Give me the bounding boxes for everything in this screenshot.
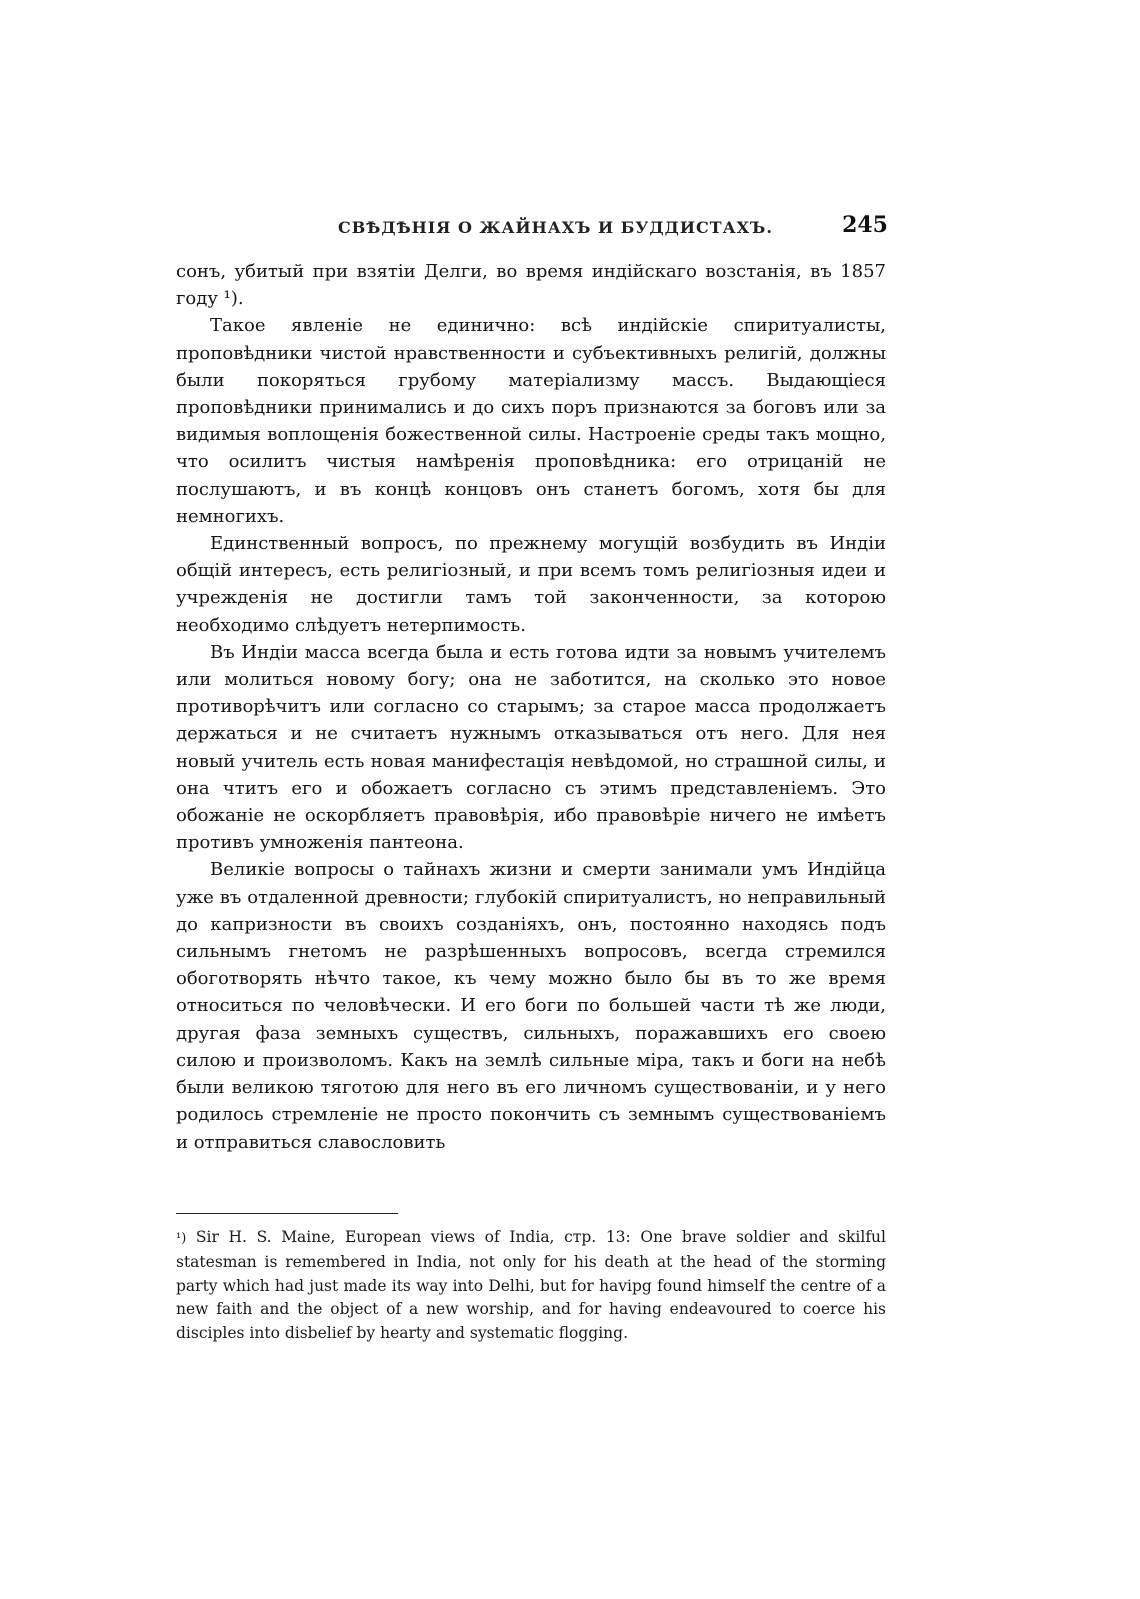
page-number: 245 bbox=[842, 212, 888, 238]
running-title: СВѢДѢНІЯ О ЖАЙНАХЪ И БУДДИСТАХЪ. bbox=[338, 218, 773, 237]
page-header bbox=[268, 212, 888, 242]
footnotes bbox=[176, 1226, 886, 1346]
footnote-marker: ¹) bbox=[176, 1231, 187, 1246]
paragraph: Великіе вопросы о тайнахъ жизни и смерти занимали умъ Индійца уже въ отдаленной древности; глубокій спиритуалистъ, но неправильный до капризности въ своихъ созданіяхъ, онъ, постоянно находясь подъ сильнымъ гнетомъ не разрѣшенныхъ вопросовъ, всегда стремился обоготворять нѣчто такое, къ чему можно было бы въ то же время относиться по человѣчески. И его боги по большей части тѣ же люди, другая фаза земныхъ существъ, сильныхъ, поражавшихъ его своею силою и произволомъ. Какъ на землѣ сильные міра, такъ и боги на небѣ были великою тяготою для него въ его личномъ существованіи, и у него родилось стремленіе не просто покончить съ земнымъ существованіемъ и отправиться славословить bbox=[176, 859, 886, 1153]
paragraph: Въ Индіи масса всегда была и есть готова идти за новымъ учителемъ или молиться новому богу; она не заботится, на сколько это новое противорѣчитъ или согласно со старымъ; за старое масса продолжаетъ держаться и не считаетъ нужнымъ отказываться отъ него. Для нея новый учитель есть новая манифестація невѣдомой, но страшной силы, и она чтитъ его и обожаетъ согласно съ этимъ представленіемъ. Это обожаніе не оскорбляетъ правовѣрія, ибо правовѣріе ничего не имѣетъ противъ умноженія пантеона. bbox=[176, 641, 886, 854]
paragraph: Такое явленіе не единично: всѣ индійскіе спиритуалисты, проповѣдники чистой нравственности и субъективныхъ религій, должны были покоряться грубому матеріализму массъ. Выдающіеся проповѣдники принимались и до сихъ поръ признаются за боговъ или за видимыя воплощенія божественной силы. Настроеніе среды такъ мощно, что осилитъ чистыя намѣренія проповѣдника: его отрицаній не послушаютъ, и въ концѣ концовъ онъ станетъ богомъ, хотя бы для немногихъ. bbox=[176, 315, 886, 527]
footnote bbox=[176, 1226, 886, 1346]
main-text bbox=[176, 258, 886, 1156]
paragraph-continued: сонъ, убитый при взятіи Делги, во время индійскаго возстанія, въ 1857 году ¹). bbox=[176, 261, 886, 310]
footnote-divider bbox=[176, 1213, 398, 1214]
paragraph: Единственный вопросъ, по прежнему могущій возбудить въ Индіи общій интересъ, есть религіозный, и при всемъ томъ религіозныя идеи и учрежденія не достигли тамъ той законченности, за которою необходимо слѣдуетъ нетерпимость. bbox=[176, 533, 886, 636]
footnote-text: Sir H. S. Maine, European views of India, стр. 13: One brave soldier and skilful statesman is remembered in India, not only for his death at the head of the storming party which had just made its way into Delhi, but for havipg found himself the centre of a new faith and the object of a new worship, and for having endeavoured to coerce his disciples into disbelief by hearty and systematic flogging. bbox=[176, 1228, 886, 1343]
